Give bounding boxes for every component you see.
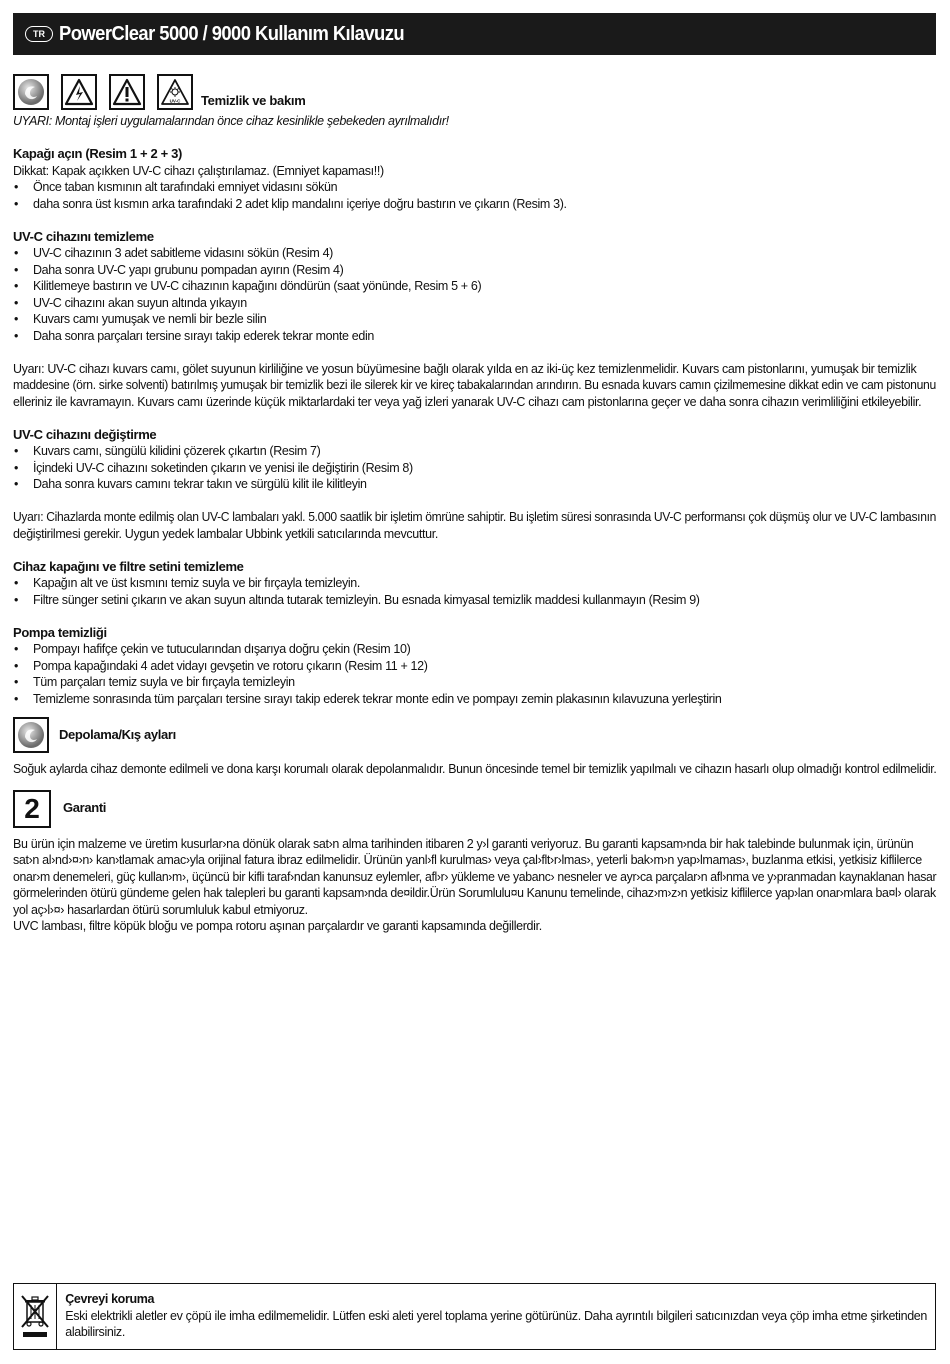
environment-title: Çevreyi koruma [65, 1292, 155, 1306]
list-item: • Daha sonra UV-C yapı grubunu pompadan ayırın (Resim 4) [13, 262, 936, 279]
list-item: • Tüm parçaları temiz suyla ve bir fırçayla temizleyin [13, 674, 936, 691]
uvc-clean-warning [13, 361, 936, 411]
text-line: Uyarı: UV-C cihazı kuvars camı, gölet suyunun kirliliğine ve yosun büyümesine bağlı olarak yılda en az iki-üç kez temizlenmelidir. Kuvars cam pistonlarını, yumuşak bir temizlik [13, 361, 917, 376]
list-item: • Kilitlemeye bastırın ve UV-C cihazının kapağını döndürün (saat yönünde, Resim 5 + 6) [13, 278, 936, 295]
uvc-clean-title: UV-C cihazını temizleme [13, 228, 154, 244]
list-item: • Önce taban kısmının alt tarafındaki emniyet vidasını sökün [13, 179, 936, 196]
list-item: • Temizleme sonrasında tüm parçaları tersine sırayı takip ederek tekrar monte edin ve pompayı zemin plakasının kılavuzuna yerleştirin [13, 691, 936, 708]
text-line: elleriniz ile kavramayın. Kuvars camı üzerinde küçük miktarlardaki ter veya yağ izleri yanarak UV-C cihazı cam pistonlarına geçer ve daha sonra cihazın verimliliğini etkileyebilir. [13, 394, 922, 409]
environment-box [13, 1283, 936, 1350]
warning-icon [109, 74, 145, 110]
list-item: • Filtre sünger setini çıkarın ve akan suyun altında tutarak temizleyin. Bu esnada kimyasal temizlik maddesi kullanmayın (Resim 9) [13, 592, 936, 609]
page-title: PowerClear 5000 / 9000 Kullanım Kılavuzu [59, 22, 405, 45]
open-cover-list [13, 179, 936, 212]
uvc-replace-list [13, 443, 936, 493]
warranty-header [13, 790, 936, 828]
text-line: Uyarı: Cihazlarda monte edilmiş olan UV-C lambaları yakl. 5.000 saatlik bir işletim ömrüne sahiptir. Bu işletim süresi sonrasında UV-C performansı çok düşmüş olur ve UV-C lambasının [13, 510, 937, 524]
list-item: • UV-C cihazını akan suyun altında yıkayın [13, 295, 936, 312]
environment-text [57, 1284, 935, 1349]
list-item: • Kapağın alt ve üst kısmını temiz suyla ve bir fırçayla temizleyin. [13, 575, 936, 592]
text-line: yol aç›l›¤› hasarlardan ötürü sorumluluk kabul etmiyoruz. [13, 902, 308, 917]
cleaning-icon [13, 74, 49, 110]
cover-filter-list [13, 575, 936, 608]
list-item: • Pompa kapağındaki 4 adet vidayı gevşetin ve rotoru çıkarın (Resim 11 + 12) [13, 658, 936, 675]
text-line: görmelerinden ötürü gündeme gelen hak talepleri bu garanti kapsam›nda de¤ildir.Ürün Sorumlulu¤u Kanunu temelinde, cihaz›m›z›n yetkisiz kiflilerce yap›lan onar›mlara ba¤l› olarak [13, 886, 936, 900]
storage-title: Depolama/Kış ayları [59, 726, 176, 742]
list-item: • Pompayı hafifçe çekin ve tutucularından dışarıya doğru çekin (Resim 10) [13, 641, 936, 658]
page-header [13, 13, 936, 55]
text-line: UVC lambası, filtre köpük bloğu ve pompa rotoru aşınan parçalardır ve garanti kapsamında değillerdir. [13, 919, 542, 933]
pump-clean-list [13, 641, 936, 707]
maintenance-warning: UYARI: Montaj işleri uygulamalarından önce cihaz kesinlikle şebekeden ayrılmalıdır! [13, 114, 449, 128]
manual-page [13, 13, 936, 935]
uvc-clean-list [13, 245, 936, 344]
cover-filter-title: Cihaz kapağını ve filtre setini temizleme [13, 558, 244, 574]
section-title-maintenance: Temizlik ve bakım [201, 93, 306, 108]
open-cover-note: Dikkat: Kapak açıkken UV-C cihazı çalıştırılamaz. (Emniyet kapaması!!) [13, 163, 384, 178]
cleaning-icon [13, 717, 49, 753]
list-item: • daha sonra üst kısmın arka tarafındaki 2 adet klip mandalını içeriye doğru bastırın ve çıkarın (Resim 3). [13, 196, 936, 213]
disposal-bin-icon [14, 1284, 57, 1349]
text-line: Eski elektrikli aletler ev çöpü ile imha edilmemelidir. Lütfen eski aleti yerel toplama yerine götürünüz. Daha ayrıntılı bilgileri satıcınızdan veya çöp imha etme şirketinden [65, 1308, 927, 1323]
list-item: • UV-C cihazının 3 adet sabitleme vidasını sökün (Resim 4) [13, 245, 936, 262]
storage-header [13, 717, 936, 753]
list-item: • İçindeki UV-C cihazını soketinden çıkarın ve yenisi ile değiştirin (Resim 8) [13, 460, 936, 477]
language-badge: TR [25, 26, 53, 42]
maintenance-icon-row [13, 74, 936, 110]
text-line: Bu ürün için malzeme ve üretim kusurlar›na dönük olarak sat›n alma tarihinden itibaren 2 y›l garanti veriyoruz. Bu garanti kapsam›nda bir hak talebinde bulunmak için, ürünün [13, 836, 914, 851]
text-line: sat›n al›nd›¤›n› kan›tlamak amac›yla orijinal fatura ibraz edilmelidir. Ürünün yanl›fl kurulmas› veya çal›flt›r›lmas›, yeterli bak›m›n yap›lmamas›, buzlanma etkisi, yetkisiz kiflilerce [13, 853, 922, 867]
storage-text: Soğuk aylarda cihaz demonte edilmeli ve dona karşı korumalı olarak depolanmalıdır. Bunun öncesinde temel bir temizlik yapılmalı ve cihazın hasarlı olup olmadığı kontrol edilmelidir. [13, 762, 937, 776]
warning-electric-icon [61, 74, 97, 110]
uvc-replace-warning [13, 509, 936, 542]
uvc-label: UV-C [169, 98, 181, 104]
uvc-replace-title: UV-C cihazını değiştirme [13, 426, 157, 442]
text-line: alabilirsiniz. [65, 1325, 125, 1339]
list-item: • Kuvars camı yumuşak ve nemli bir bezle silin [13, 311, 936, 328]
warranty-number: 2 [13, 790, 51, 828]
warranty-text [13, 836, 936, 935]
list-item: • Daha sonra parçaları tersine sırayı takip ederek tekrar monte edin [13, 328, 936, 345]
open-cover-title: Kapağı açın (Resim 1 + 2 + 3) [13, 146, 183, 161]
warranty-title: Garanti [63, 800, 107, 816]
text-line: değiştirilmesi gerekir. Uygun yedek lambalar Ubbink yetkili satıcılarında mevcuttur. [13, 526, 438, 541]
pump-clean-title: Pompa temizliği [13, 624, 107, 640]
list-item: • Daha sonra kuvars camını tekrar takın ve sürgülü kilit ile kilitleyin [13, 476, 936, 493]
uvc-warning-icon [157, 74, 193, 110]
list-item: • Kuvars camı, süngülü kilidini çözerek çıkartın (Resim 7) [13, 443, 936, 460]
text-line: maddesine (örn. sirke solventi) batırılmış yumuşak bir temizlik bezi ile silerek kir ve kireç tabakalarından arındırın. Bu esnada kuvars camın çizilmemesine dikkat edin ve cam pistonunu [13, 378, 936, 392]
text-line: onar›m denemeleri, güç kullan›m›, üçüncü bir kifli taraf›ndan kanunsuz eylemler, afl›r› yükleme ve yabanc› nesneler ve ayr›ca parçalar›n afl›nma ve y›pranmadan kaynaklanan hasar [13, 869, 937, 884]
